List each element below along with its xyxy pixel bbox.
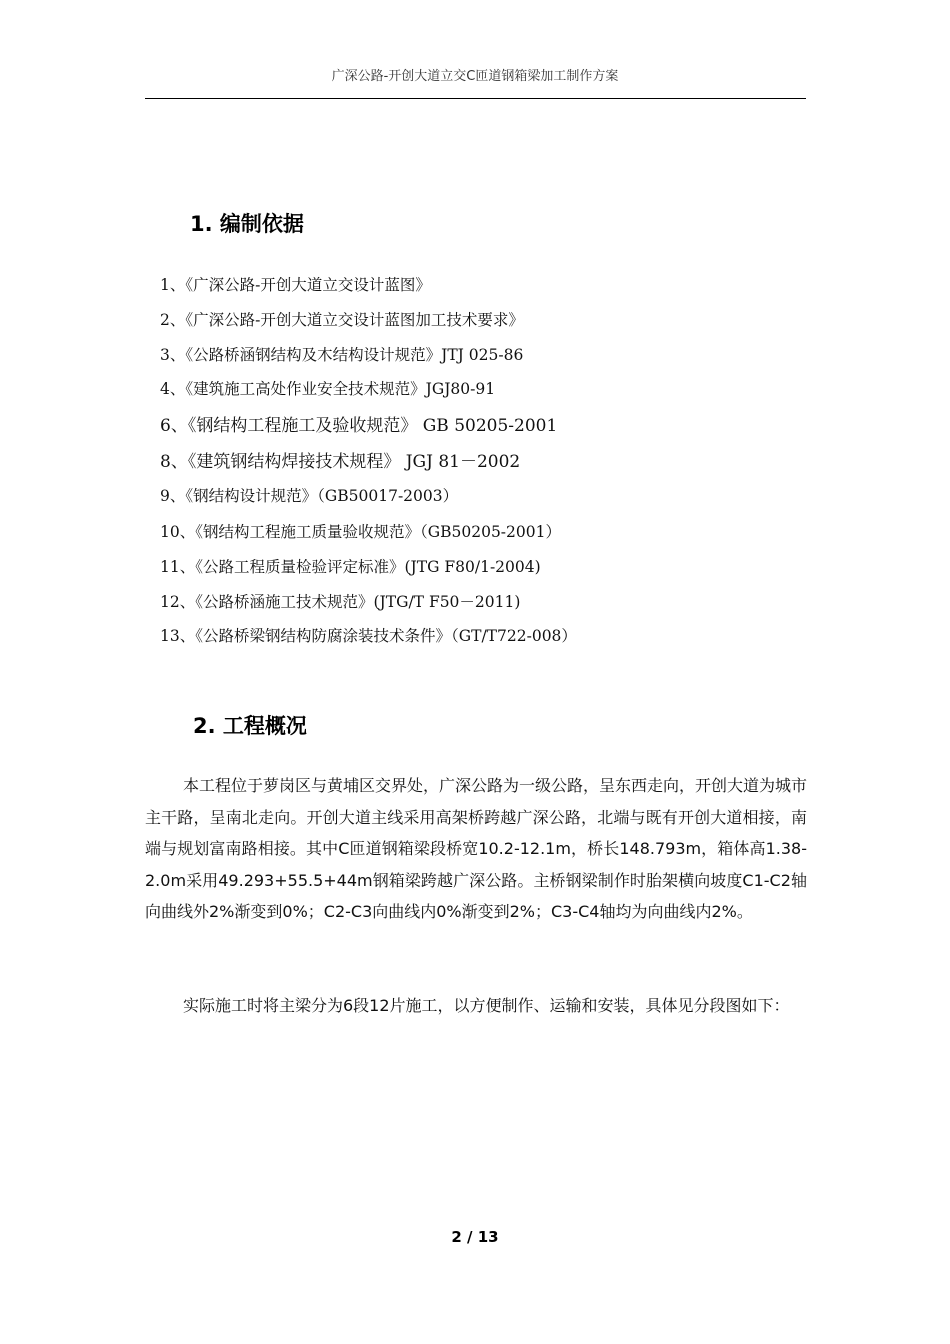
reference-item: 3、《公路桥涵钢结构及木结构设计规范》JTJ 025-86 — [160, 346, 524, 364]
segmentation-paragraph — [145, 990, 807, 1022]
reference-item: 13、《公路桥梁钢结构防腐涂装技术条件》（GT/T722-008） — [160, 627, 577, 645]
header-rule — [145, 98, 806, 99]
overview-paragraph-text: 本工程位于萝岗区与黄埔区交界处，广深公路为一级公路，呈东西走向，开创大道为城市主干路，呈南北走向。开创大道主线采用高架桥跨越广深公路，北端与既有开创大道相接，南端与规划富南路相接。其中C匝道钢箱梁段桥宽10.2-12.1m，桥长148.793m，箱体高1.38-2.0m采用49.293+55.5+44m钢箱梁跨越广深公路。主桥钢梁制作时胎架横向坡度C1-C2轴向曲线外2%渐变到0%；C2-C3向曲线内0%渐变到2%；C3-C4轴均为向曲线内2%。 — [145, 776, 808, 921]
section-heading-basis: 1. 编制依据 — [190, 212, 304, 236]
reference-item: 9、《钢结构设计规范》（GB50017-2003） — [160, 487, 459, 505]
segmentation-paragraph-text: 实际施工时将主梁分为6段12片施工，以方便制作、运输和安装，具体见分段图如下： — [183, 996, 790, 1015]
reference-item: 10、《钢结构工程施工质量验收规范》（GB50205-2001） — [160, 523, 561, 541]
page-number: 2 / 13 — [451, 1228, 499, 1246]
reference-item: 1、《广深公路-开创大道立交设计蓝图》 — [160, 276, 431, 294]
running-header-title: 广深公路-开创大道立交C匝道钢箱梁加工制作方案 — [331, 69, 619, 84]
section-heading-overview: 2. 工程概况 — [193, 714, 307, 738]
reference-item: 11、《公路工程质量检验评定标准》(JTG F80/1-2004) — [160, 558, 541, 576]
reference-item: 12、《公路桥涵施工技术规范》(JTG/T F50－2011) — [160, 593, 521, 611]
reference-item: 8、《建筑钢结构焊接技术规程》 JGJ 81－2002 — [160, 452, 521, 472]
reference-item: 6、《钢结构工程施工及验收规范》 GB 50205-2001 — [160, 416, 558, 436]
overview-paragraph — [145, 770, 807, 928]
reference-item: 4、《建筑施工高处作业安全技术规范》JGJ80-91 — [160, 380, 496, 398]
reference-item: 2、《广深公路-开创大道立交设计蓝图加工技术要求》 — [160, 311, 524, 329]
